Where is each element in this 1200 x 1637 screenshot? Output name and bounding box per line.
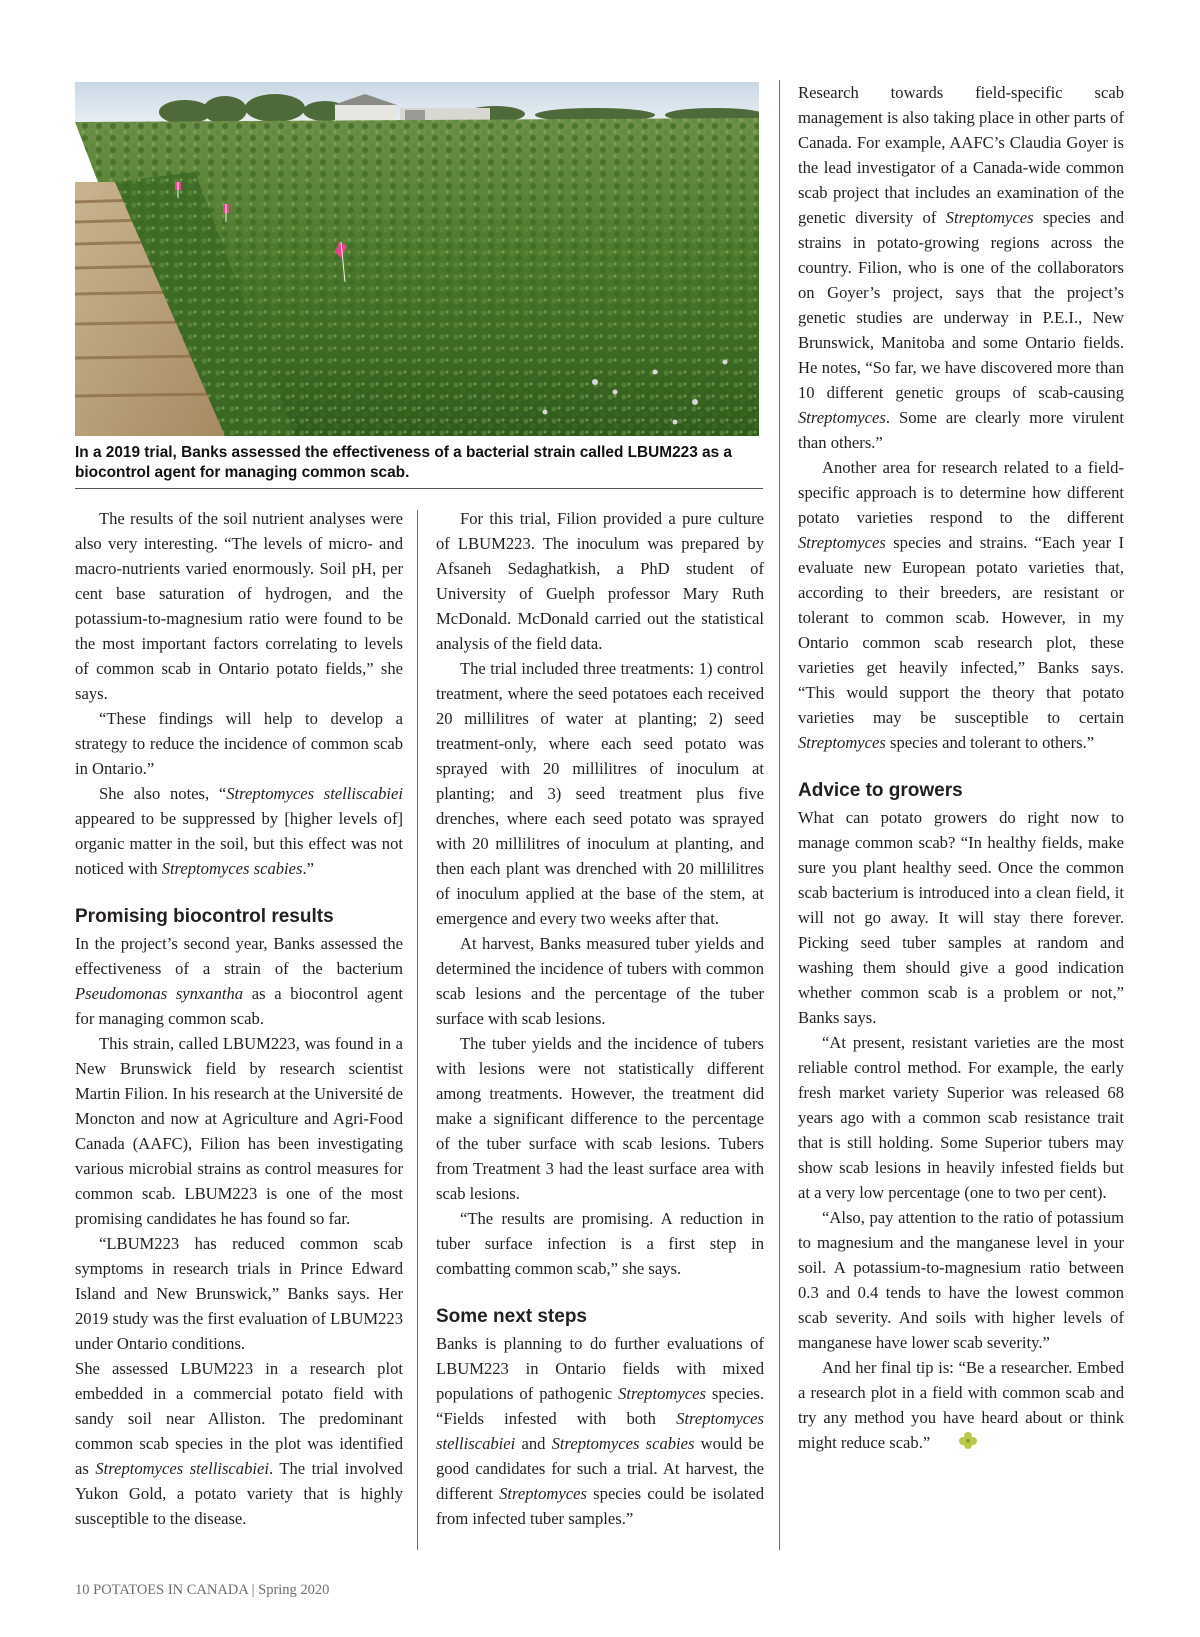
paragraph: She assessed LBUM223 in a research plot embedded in a commercial potato field with sandy soil near Alliston. The predominant common scab species in the plot was identified as Streptomyces stelliscabiei. The trial involved Yukon Gold, a potato variety that is highly susceptible to the disease. (75, 1359, 403, 1528)
paragraph: Banks is planning to do further evaluations of LBUM223 in Ontario fields with mixed populations of pathogenic Streptomyces species. “Fields infested with both Streptomyces stelliscabiei and Streptomyces scabies would be good candidates for such a trial. At harvest, the different Streptomyces species could be isolated from infected tuber samples.” (436, 1334, 764, 1528)
page-footer: 10 POTATOES IN CANADA | Spring 2020 (75, 1582, 330, 1598)
column-divider-1 (417, 510, 418, 1550)
potato-leaf-end-icon (934, 1431, 978, 1458)
article-column-2 (436, 506, 764, 1531)
paragraph: “Also, pay attention to the ratio of potassium to magnesium and the manganese level in your soil. A potassium-to-magnesium ratio between 0.3 and 0.4 tends to have the lowest common scab severity. And soils with higher levels of manganese have lower scab severity.” (798, 1208, 1124, 1352)
paragraph: In the project’s second year, Banks assessed the effectiveness of a strain of the bacterium Pseudomonas synxantha as a biocontrol agent for managing common scab. (75, 934, 403, 1028)
paragraph: Another area for research related to a field-specific approach is to determine how different potato varieties respond to the different Streptomyces species and strains. “Each year I evaluate new European potato varieties that, according to their breeders, are resistant or tolerant to common scab. However, in my Ontario common scab research plot, these varieties get heavily infected,” Banks says. “This would support the theory that potato varieties may be susceptible to certain Streptomyces species and tolerant to others.” (798, 458, 1124, 752)
paragraph: The trial included three treatments: 1) control treatment, where the seed potatoes each received 20 millilitres of water at planting; 2) seed treatment-only, where each seed potato was sprayed with 20 millilitres of inoculum at planting; and 3) seed treatment plus five drenches, where each seed potato was sprayed with 20 millilitres of inoculum at planting, and then each plant was drenched with 20 millilitres of inoculum applied at the base of the stem, at emergence and every two weeks after that. (436, 659, 764, 928)
paragraph: The tuber yields and the incidence of tubers with lesions were not statistically different among treatments. However, the treatment did make a significant difference to the percentage of the tuber surface with scab lesions. Tubers from Treatment 3 had the least surface area with scab lesions. (436, 1034, 764, 1203)
paragraph: This strain, called LBUM223, was found in a New Brunswick field by research scientist Martin Filion. In his research at the Université de Moncton and now at Agriculture and Agri-Food Canada (AAFC), Filion has been investigating various microbial strains as control measures for common scab. LBUM223 is one of the most promising candidates he has found so far. (75, 1034, 403, 1228)
paragraph: And her final tip is: “Be a researcher. Embed a research plot in a field with common scab and try any method you have heard about or think might reduce scab.” (798, 1355, 1124, 1458)
caption-divider (75, 488, 763, 489)
section-heading: Promising biocontrol results (75, 906, 334, 927)
section-heading: Advice to growers (798, 780, 963, 801)
photo-caption: In a 2019 trial, Banks assessed the effectiveness of a bacterial strain called LBUM223 as a biocontrol agent for managing common scab. (75, 444, 732, 481)
article-column-1 (75, 506, 403, 1531)
potato-field-illustration (75, 82, 759, 436)
paragraph: What can potato growers do right now to manage common scab? “In healthy fields, make sure you plant healthy seed. Once the common scab bacterium is introduced into a clean field, it will not go away. It will stay there forever. Picking seed tuber samples at random and washing them should give a good indication whether common scab is a problem or not,” Banks says. (798, 808, 1124, 1027)
field-trial-photo (75, 82, 759, 436)
article-column-3 (798, 80, 1124, 1458)
paragraph: “The results are promising. A reduction in tuber surface infection is a first step in combatting common scab,” she says. (436, 1209, 764, 1278)
paragraph: “At present, resistant varieties are the most reliable control method. For example, the early fresh market variety Superior was released 68 years ago with a common scab resistance trait that is still holding. Some Superior tubers may show scab lesions in heavily infested fields but at a very low percentage (one to two per cent). (798, 1033, 1124, 1202)
column-divider-2 (779, 80, 780, 1550)
paragraph: “These findings will help to develop a strategy to reduce the incidence of common scab in Ontario.” (75, 709, 403, 778)
section-heading: Some next steps (436, 1306, 587, 1327)
paragraph: “LBUM223 has reduced common scab symptoms in research trials in Prince Edward Island and New Brunswick,” Banks says. Her 2019 study was the first evaluation of LBUM223 under Ontario conditions. (75, 1234, 403, 1353)
paragraph: Research towards field-specific scab management is also taking place in other parts of Canada. For example, AAFC’s Claudia Goyer is the lead investigator of a Canada-wide common scab project that includes an examination of the genetic diversity of Streptomyces species and strains in potato-growing regions across the country. Filion, who is one of the collaborators on Goyer’s project, says that the project’s genetic studies are underway in P.E.I., New Brunswick, Manitoba and some Ontario fields. He notes, “So far, we have discovered more than 10 different genetic groups of scab-causing Streptomyces. Some are clearly more virulent than others.” (798, 83, 1124, 452)
paragraph: The results of the soil nutrient analyses were also very interesting. “The levels of micro- and macro-nutrients varied enormously. Soil pH, per cent base saturation of hydrogen, and the potassium-to-magnesium ratio were found to be the most important factors correlating to levels of common scab in Ontario potato fields,” she says. (75, 509, 403, 703)
paragraph: At harvest, Banks measured tuber yields and determined the incidence of tubers with common scab lesions and the percentage of the tuber surface with scab lesions. (436, 934, 764, 1028)
paragraph: For this trial, Filion provided a pure culture of LBUM223. The inoculum was prepared by Afsaneh Sedaghatkish, a PhD student of University of Guelph professor Mary Ruth McDonald. McDonald carried out the statistical analysis of the field data. (436, 509, 764, 653)
paragraph: She also notes, “Streptomyces stelliscabiei appeared to be suppressed by [higher levels of] organic matter in the soil, but this effect was not noticed with Streptomyces scabies.” (75, 784, 403, 878)
